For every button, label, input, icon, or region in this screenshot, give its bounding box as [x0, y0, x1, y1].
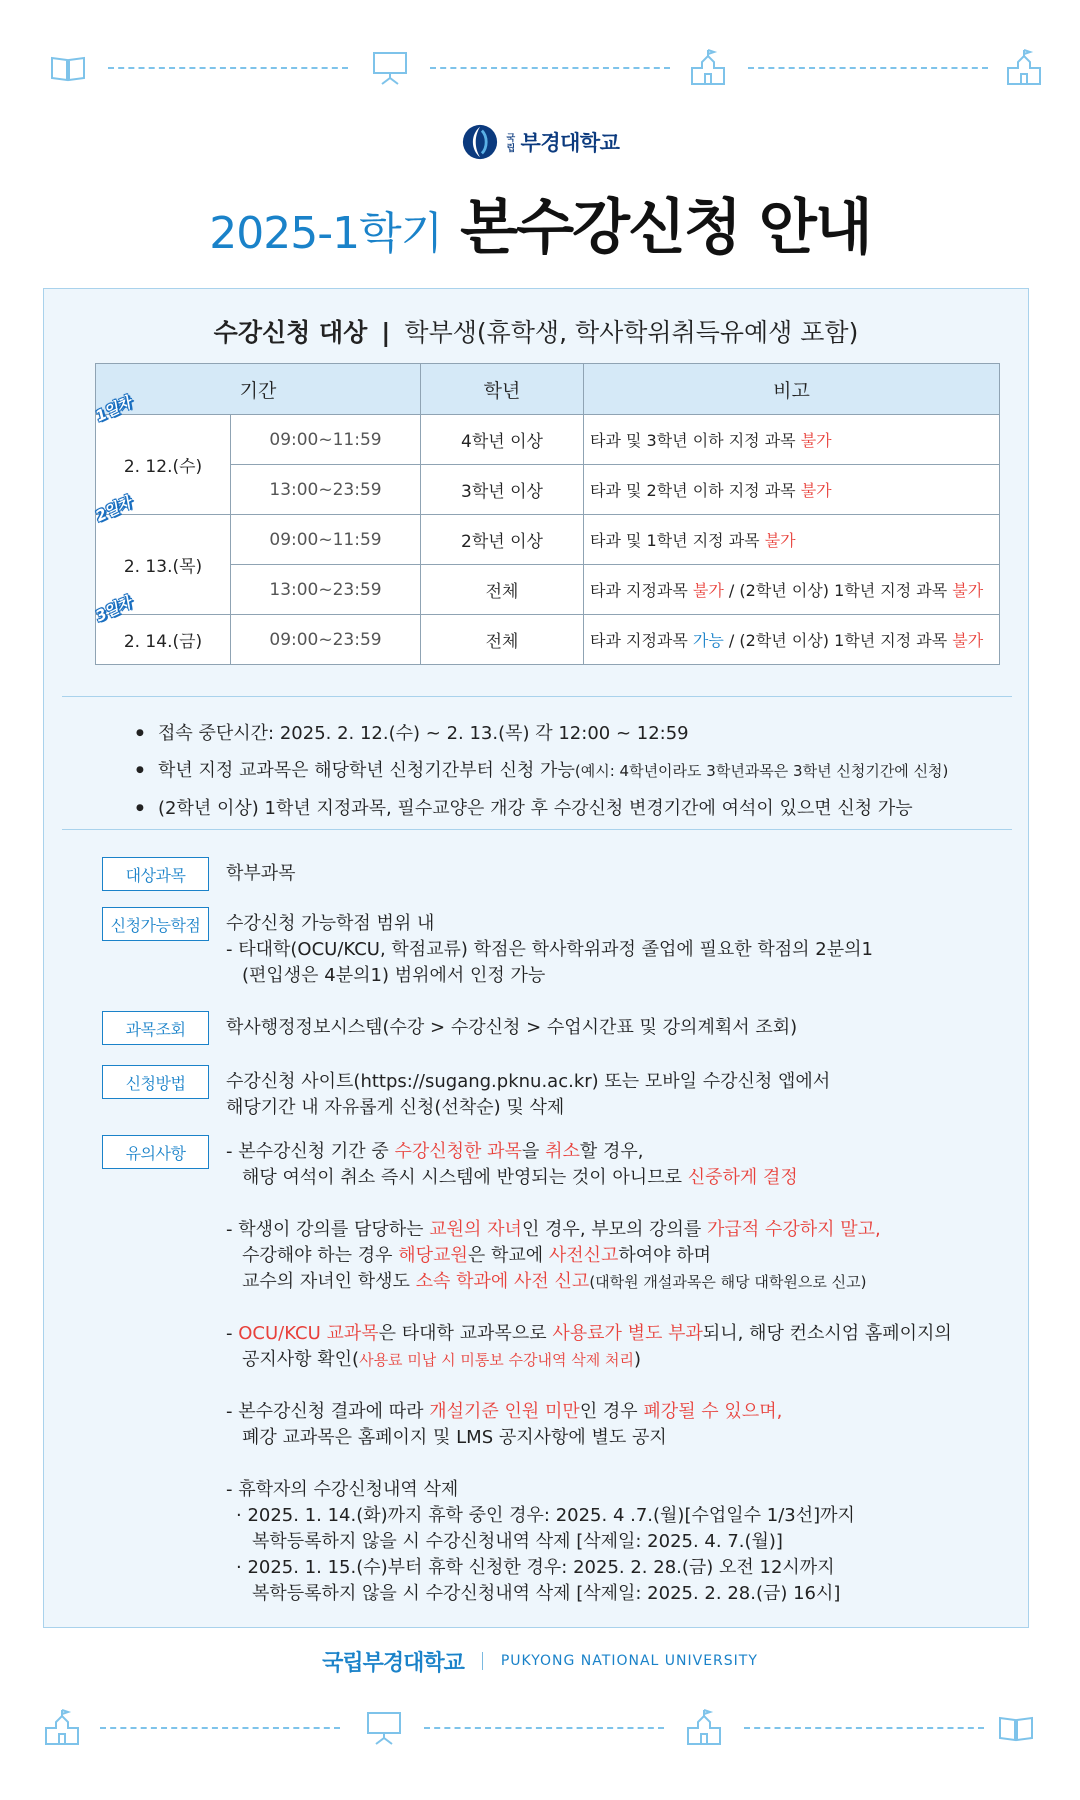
info-line: 복학등록하지 않을 시 수강신청내역 삭제 [삭제일: 2025. 2. 28.(금) 16시]: [252, 1583, 841, 1604]
target-label: 수강신청 대상: [213, 318, 368, 347]
info-line: 학사행정정보시스템(수강 > 수강신청 > 수업시간표 및 강의계획서 조회): [226, 1017, 798, 1038]
note-status: 불가: [800, 481, 832, 500]
info-line: - OCU/KCU 교과목은 타대학 교과목으로 사용료가 별도 부과되니, 해당 컨소시엄 홈페이지의: [226, 1323, 952, 1344]
note-cell: [584, 515, 1000, 565]
info-line: · 2025. 1. 14.(화)까지 휴학 중인 경우: 2025. 4 .7.(월)[수업일수 1/3선]까지: [236, 1505, 855, 1526]
info-line: 해당기간 내 자유롭게 신청(선착순) 및 삭제: [226, 1097, 565, 1118]
day-badge-label: 1일차: [92, 393, 134, 426]
info-line: 복학등록하지 않을 시 수강신청내역 삭제 [삭제일: 2025. 4. 7.(월)]: [252, 1531, 783, 1552]
list-item: ● 접속 중단시간: 2025. 2. 12.(수) ~ 2. 13.(목) 각 12:00 ~ 12:59: [136, 715, 948, 752]
bullet-note: (예시: 4학년이라도 3학년과목은 3학년 신청기간에 신청): [574, 762, 949, 780]
table-row: [96, 615, 1000, 665]
note-status: 불가: [692, 581, 724, 600]
note-cell: [584, 415, 1000, 465]
target-separator: |: [381, 318, 391, 347]
info-line: 수강해야 하는 경우 해당교원은 학교에 사전신고하여야 하며: [242, 1245, 712, 1266]
info-line: (편입생은 4분의1) 범위에서 인정 가능: [242, 965, 546, 986]
grade-cell: 전체: [421, 565, 584, 615]
note-text: 타과 및 2학년 이하 지정 과목: [590, 481, 801, 500]
book-icon: [48, 48, 88, 88]
school-building-icon: [1004, 48, 1044, 88]
header-grade: 학년: [421, 364, 584, 415]
info-line: 학부과목: [226, 863, 296, 884]
top-decoration: [0, 48, 1080, 88]
time-cell: 13:00~23:59: [231, 565, 421, 615]
note-status: 불가: [952, 631, 984, 650]
day3-date: 2. 14.(금): [96, 615, 231, 665]
grade-cell: 4학년 이상: [421, 415, 584, 465]
bullet-text: 학년 지정 교과목은 해당학년 신청기간부터 신청 가능: [158, 760, 575, 781]
footer-separator: [482, 1652, 483, 1670]
title-main: 본수강신청 안내: [460, 193, 871, 263]
note-cell: [584, 615, 1000, 665]
easel-icon: [364, 1708, 404, 1748]
info-line: - 타대학(OCU/KCU, 학점교류) 학점은 학사학위과정 졸업에 필요한 학점의 2분의1: [226, 939, 873, 960]
info-line: 해당 여석이 취소 즉시 시스템에 반영되는 것이 아니므로 신중하게 결정: [242, 1167, 798, 1188]
grade-cell: 2학년 이상: [421, 515, 584, 565]
footer-english-name: PUKYONG NATIONAL UNIVERSITY: [500, 1653, 758, 1669]
note-text: 타과 지정과목: [590, 581, 693, 600]
time-cell: 13:00~23:59: [231, 465, 421, 515]
university-emblem-icon: [461, 123, 499, 161]
note-text: / (2학년 이상) 1학년 지정 과목: [723, 581, 953, 600]
list-item: [136, 752, 948, 790]
day-badge-label: 2일차: [92, 493, 134, 526]
list-item: ● (2학년 이상) 1학년 지정과목, 필수교양은 개강 후 수강신청 변경기간에 여석이 있으면 신청 가능: [136, 790, 948, 827]
divider: [62, 829, 1012, 830]
note-status: 불가: [800, 431, 832, 450]
table-row: [96, 565, 1000, 615]
info-line: 수강신청 사이트(https://sugang.pknu.ac.kr) 또는 모바일 수강신청 앱에서: [226, 1071, 831, 1092]
schedule-header-row: [96, 364, 1000, 415]
footer-logo: 국립부경대학교: [322, 1650, 464, 1676]
info-line: 폐강 교과목은 홈페이지 및 LMS 공지사항에 별도 공지: [242, 1427, 667, 1448]
info-text: [226, 1069, 830, 1121]
info-label: 신청가능학점: [102, 907, 209, 941]
note-text: 타과 지정과목: [590, 631, 693, 650]
logo-name: 부경대학교: [520, 131, 620, 155]
target-line: [44, 313, 1028, 349]
divider: [62, 696, 1012, 697]
main-panel: [43, 288, 1029, 1628]
time-cell: 09:00~11:59: [231, 515, 421, 565]
book-icon: [996, 1708, 1036, 1748]
info-text: [226, 1139, 952, 1607]
note-cell: [584, 465, 1000, 515]
note-text: 타과 및 1학년 지정 과목: [590, 531, 765, 550]
notice-bullets: [136, 715, 948, 827]
bottom-decoration: [0, 1708, 1080, 1748]
info-line: · 2025. 1. 15.(수)부터 휴학 신청한 경우: 2025. 2. 28.(금) 오전 12시까지: [236, 1557, 835, 1578]
info-label: 과목조회: [102, 1011, 209, 1045]
footer: [0, 1644, 1080, 1678]
note-cell: [584, 565, 1000, 615]
table-row: [96, 515, 1000, 565]
info-label: 신청방법: [102, 1065, 209, 1099]
logo-wordmark: [507, 127, 620, 157]
note-status: 불가: [764, 531, 796, 550]
info-label: 유의사항: [102, 1135, 209, 1169]
table-row: [96, 465, 1000, 515]
info-line: 교수의 자녀인 학생도 소속 학과에 사전 신고(대학원 개설과목은 해당 대학원으로 신고): [242, 1271, 867, 1292]
info-line: 수강신청 가능학점 범위 내: [226, 913, 435, 934]
grade-cell: 3학년 이상: [421, 465, 584, 515]
easel-icon: [370, 48, 410, 88]
info-text: [226, 861, 296, 887]
info-line: - 본수강신청 기간 중 수강신청한 과목을 취소할 경우,: [226, 1141, 644, 1162]
schedule-table: [95, 363, 1000, 665]
info-line: - 휴학자의 수강신청내역 삭제: [226, 1479, 459, 1500]
grade-cell: 전체: [421, 615, 584, 665]
time-cell: 09:00~23:59: [231, 615, 421, 665]
day-badge-label: 3일차: [92, 593, 134, 626]
info-text: [226, 911, 873, 989]
note-text: / (2학년 이상) 1학년 지정 과목: [723, 631, 953, 650]
info-text: [226, 1015, 797, 1041]
info-line: - 본수강신청 결과에 따라 개설기준 인원 미만인 경우 폐강될 수 있으며,: [226, 1401, 783, 1422]
info-label: 대상과목: [102, 857, 209, 891]
university-logo: [0, 120, 1080, 164]
info-line: - 학생이 강의를 담당하는 교원의 자녀인 경우, 부모의 강의를 가급적 수강하지 말고,: [226, 1219, 881, 1240]
time-cell: 09:00~11:59: [231, 415, 421, 465]
info-line: 공지사항 확인(사용료 미납 시 미통보 수강내역 삭제 처리): [242, 1349, 642, 1370]
day1-date: 2. 12.(수): [96, 415, 231, 515]
title-semester: 2025-1학기: [209, 208, 443, 259]
target-value: 학부생(휴학생, 학사학위취득유예생 포함): [404, 318, 859, 347]
header-period: 기간: [96, 364, 421, 415]
school-building-icon: [688, 48, 728, 88]
page-title: [0, 180, 1080, 266]
school-building-icon: [42, 1708, 82, 1748]
note-status: 불가: [952, 581, 984, 600]
school-building-icon: [684, 1708, 724, 1748]
table-row: [96, 415, 1000, 465]
note-text: 타과 및 3학년 이하 지정 과목: [590, 431, 801, 450]
logo-small-text: 국립: [506, 134, 515, 154]
day2-date: 2. 13.(목): [96, 515, 231, 615]
header-note: 비고: [584, 364, 1000, 415]
note-status: 가능: [692, 631, 724, 650]
